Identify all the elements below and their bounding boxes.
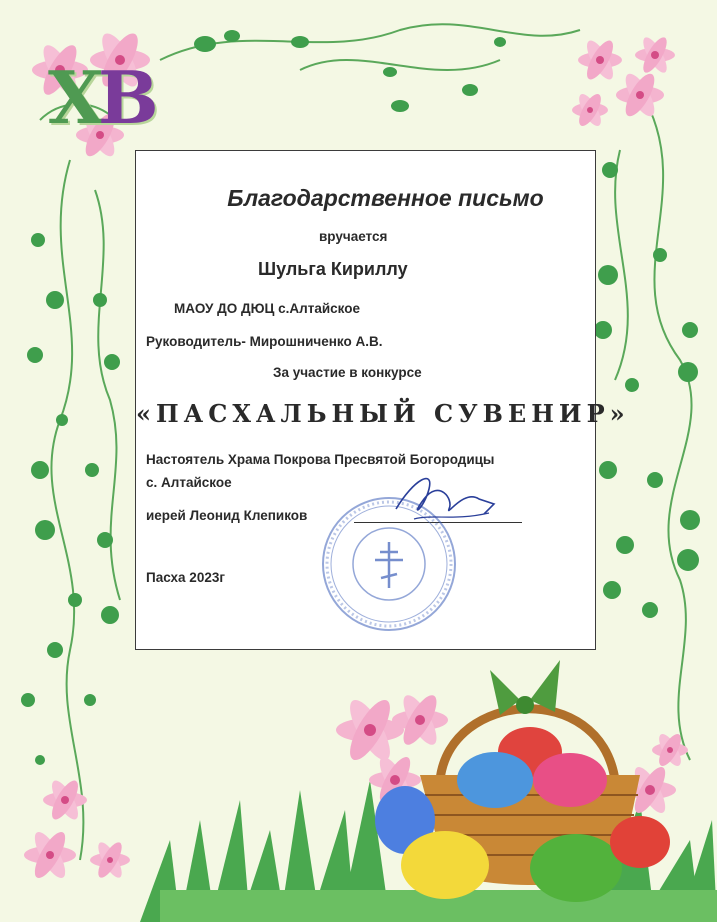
recipient-name: Шульга Кириллу [258,259,408,279]
issuer-name: иерей Леонид Клепиков [146,508,308,523]
issuer-line-1: Настоятель Храма Покрова Пресвятой Богородицы [146,452,495,467]
letter-card [135,150,630,650]
handwritten-signature [394,469,504,525]
participation-label: За участие в конкурсе [273,365,422,380]
organization: МАОУ ДО ДЮЦ с.Алтайское [174,301,360,316]
contest-name: «ПАСХАЛЬНЫЙ СУВЕНИР» [136,399,630,428]
letter-title: Благодарственное письмо [227,185,544,211]
emblem-letter-x: Х [48,55,98,140]
emblem-letter-v: В [97,55,153,140]
date-line: Пасха 2023г [146,570,225,585]
presented-label: вручается [319,229,388,244]
supervisor: Руководитель- Мирошниченко А.В. [146,334,383,349]
orthodox-cross-icon [375,542,403,588]
xv-emblem [48,55,153,140]
issuer-line-2: с. Алтайское [146,475,232,490]
